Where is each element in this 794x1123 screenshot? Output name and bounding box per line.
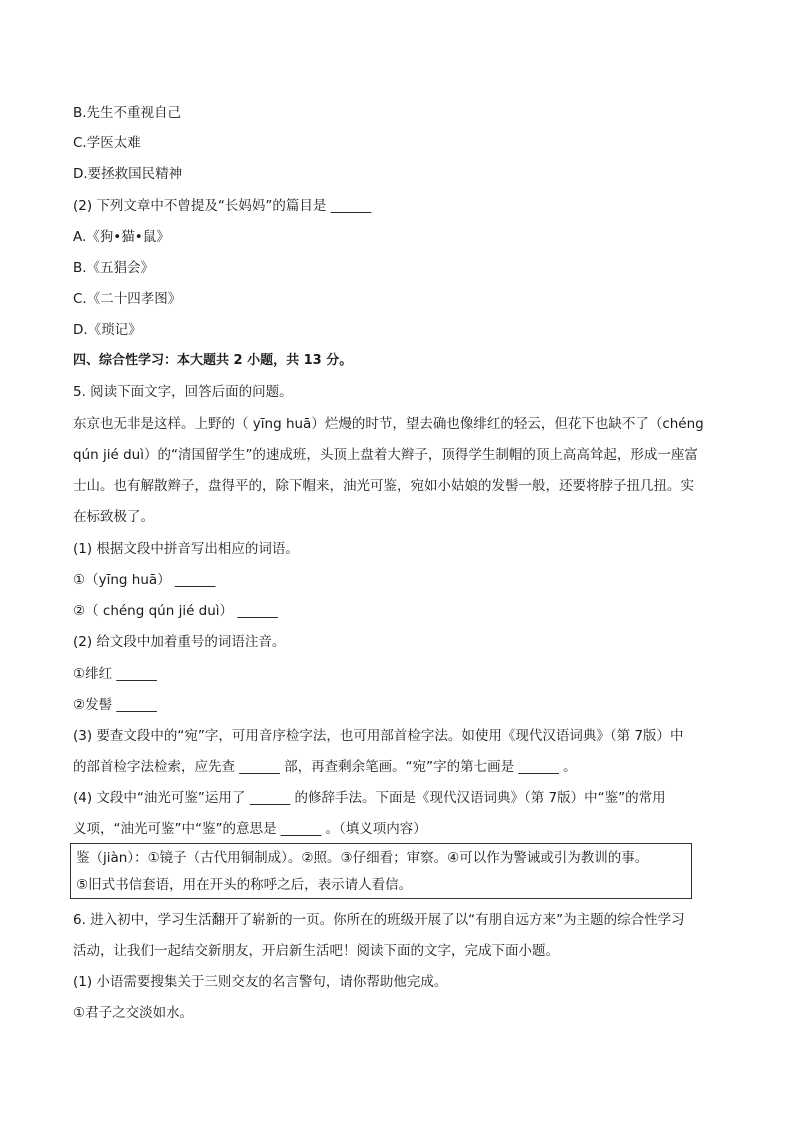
passage-line-1: 东京也无非是这样。上野的（ yīng huā）烂熳的时节，望去确也像绯红的轻云，但花下也缺不了（chéng <box>73 416 704 432</box>
question-2-option-c: C.《二十四孝图》 <box>73 291 182 307</box>
question-5-4-line-1: (4) 文段中“油光可鉴”运用了 ______ 的修辞手法。下面是《现代汉语词典》（第 7版）中“鉴”的常用 <box>73 790 666 806</box>
question-5: 5. 阅读下面文字，回答后面的问题。 <box>73 384 293 400</box>
passage-line-2: qún jié duì）的“清国留学生”的速成班，头顶上盘着大辫子，顶得学生制帽的顶上高高耸起，形成一座富 <box>73 447 698 463</box>
question-6-1: (1) 小语需要搜集关于三则交友的名言警句，请你帮助他完成。 <box>73 974 448 990</box>
section-heading-4: 四、综合性学习：本大题共 2 小题，共 13 分。 <box>73 353 353 368</box>
question-5-3-line-1: (3) 要查文段中的“宛”字，可用音序检字法，也可用部首检字法。如使用《现代汉语词典》（第 7版）中 <box>73 728 684 744</box>
passage-line-4: 在标致极了。 <box>73 509 154 525</box>
question-5-4-line-2: 义项，“油光可鉴”中“鉴”的意思是 ______ 。（填义项内容） <box>73 821 427 837</box>
question-5-2: (2) 给文段中加着重号的词语注音。 <box>73 634 286 650</box>
question-2-option-a: A.《狗•猫•鼠》 <box>73 229 170 245</box>
question-6-line-2: 活动，让我们一起结交新朋友，开启新生活吧！阅读下面的文字，完成下面小题。 <box>73 943 559 959</box>
question-5-3-line-2: 的部首检字法检索，应先查 ______ 部，再查剩余笔画。“宛”字的第七画是 ______ 。 <box>73 759 577 775</box>
question-5-1-b: ②（ chéng qún jié duì） ______ <box>73 603 278 619</box>
question-5-2-b: ②发髻 ______ <box>73 697 157 713</box>
option-d: D.要拯救国民精神 <box>73 166 183 182</box>
option-c: C.学医太难 <box>73 135 141 151</box>
question-2: (2) 下列文章中不曾提及“长妈妈”的篇目是 ______ <box>73 198 372 214</box>
question-2-option-d: D.《琐记》 <box>73 322 142 338</box>
option-b: B.先生不重视自己 <box>73 105 182 121</box>
question-5-2-a: ①绯红 ______ <box>73 666 157 682</box>
dictionary-entry-line-2: ⑤旧式书信套语，用在开头的称呼之后，表示请人看信。 <box>76 877 413 893</box>
passage-line-3: 士山。也有解散辫子，盘得平的，除下帽来，油光可鉴，宛如小姑娘的发髻一般，还要将脖子扭几扭。实 <box>73 478 694 494</box>
dictionary-entry-box <box>70 843 692 899</box>
question-5-1-a: ①（yīng huā） ______ <box>73 572 216 588</box>
question-6-line-1: 6. 进入初中，学习生活翻开了崭新的一页。你所在的班级开展了以“有朋自远方来”为主题的综合性学习 <box>73 912 685 928</box>
question-5-1: (1) 根据文段中拼音写出相应的词语。 <box>73 541 299 557</box>
question-6-1-a: ①君子之交淡如水。 <box>73 1005 194 1021</box>
question-2-option-b: B.《五猖会》 <box>73 260 155 276</box>
dictionary-entry-line-1: 鉴（jiàn）：①镜子（古代用铜制成）。②照。③仔细看；审察。④可以作为警诫或引为教训的事。 <box>76 850 649 866</box>
